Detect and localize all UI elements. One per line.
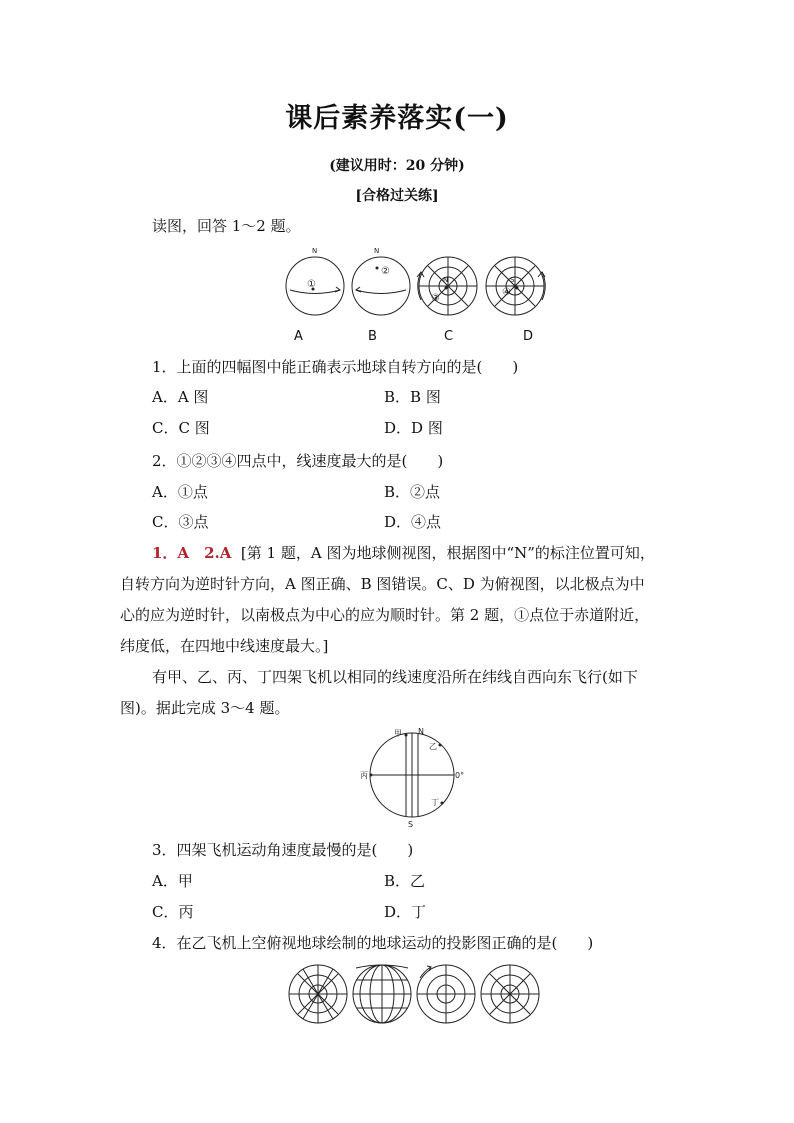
intro-3-4-line-2: 图)。据此完成 3～4 题。 xyxy=(120,699,290,717)
page-title: 课后素养落实(一) xyxy=(285,103,509,134)
point-2 xyxy=(376,267,379,270)
q1-option-a: A．A 图 xyxy=(152,388,209,406)
q3-option-d: D．丁 xyxy=(384,903,427,921)
n-mark-a: N xyxy=(312,247,318,255)
q1-option-d: D．D 图 xyxy=(384,419,443,437)
figure-rotation-diagrams xyxy=(270,242,560,348)
figure-label-c: C xyxy=(444,329,454,344)
projection-2 xyxy=(353,965,411,1023)
point-4-label: ④ xyxy=(502,287,511,298)
suggested-time: (建议用时：20 分钟) xyxy=(329,158,465,174)
plane-bing xyxy=(370,774,373,777)
s-mark-d: S xyxy=(510,276,515,284)
label-jia: 甲 xyxy=(394,729,402,738)
label-yi: 乙 xyxy=(429,742,437,751)
q2-option-a: A．①点 xyxy=(152,483,208,501)
explanation-line-2: 自转方向为逆时针方向，A 图正确、B 图错误。C、D 为俯视图，以北极点为中 xyxy=(120,575,645,593)
intro-3-4-line-1: 有甲、乙、丙、丁四架飞机以相同的线速度沿所在纬线自西向东飞行(如下 xyxy=(152,668,638,686)
explanation-line-3: 心的应为逆时针，以南极点为中心的应为顺时针。第 2 题，①点位于赤道附近， xyxy=(120,606,650,624)
figure-planes-globe xyxy=(358,725,468,830)
plane-yi xyxy=(439,744,442,747)
question-1: 1．上面的四幅图中能正确表示地球自转方向的是( ) xyxy=(152,358,519,376)
point-2-label: ② xyxy=(381,266,390,277)
q1-option-c: C．C 图 xyxy=(152,419,210,437)
q2-option-c: C．③点 xyxy=(152,513,209,531)
projection-3 xyxy=(417,965,475,1023)
section-heading: [合格过关练] xyxy=(355,188,439,204)
label-n: N xyxy=(418,727,424,736)
answer-key: 1．A 2.A xyxy=(152,544,232,562)
projection-4 xyxy=(481,965,539,1023)
explanation-line-1: [第 1 题，A 图为地球侧视图，根据图中“N”的标注位置可知， xyxy=(240,544,655,562)
question-4: 4．在乙飞机上空俯视地球绘制的地球运动的投影图正确的是( ) xyxy=(152,934,594,952)
question-3: 3．四架飞机运动角速度最慢的是( ) xyxy=(152,841,414,859)
q2-option-b: B．②点 xyxy=(384,483,441,501)
q2-option-d: D．④点 xyxy=(384,513,442,531)
q3-option-a: A．甲 xyxy=(152,872,193,890)
explanation-line-4: 纬度低，在四地中线速度最大。] xyxy=(120,637,329,655)
projection-1 xyxy=(289,965,347,1023)
figure-label-d: D xyxy=(523,329,534,344)
q3-option-b: B．乙 xyxy=(384,872,426,890)
rotation-arrow-b xyxy=(356,290,406,294)
figure-projection-options xyxy=(286,962,542,1028)
rotation-arrow-a xyxy=(290,290,340,294)
label-bing: 丙 xyxy=(360,771,368,780)
answer-1-2-first-line xyxy=(152,542,655,563)
figure-label-a: A xyxy=(294,329,303,344)
intro-1-2: 读图，回答 1～2 题。 xyxy=(152,217,301,235)
n-mark-c: N xyxy=(443,276,449,284)
label-s: S xyxy=(408,820,414,829)
plane-ding xyxy=(441,802,444,805)
q3-option-c: C．丙 xyxy=(152,903,194,921)
figure-label-b: B xyxy=(368,329,377,344)
label-ding: 丁 xyxy=(431,798,439,807)
label-zero: 0° xyxy=(455,771,465,780)
question-2: 2．①②③④四点中，线速度最大的是( ) xyxy=(152,452,444,470)
plane-jia xyxy=(405,734,408,737)
point-3-label: ③ xyxy=(431,293,440,304)
q1-option-b: B．B 图 xyxy=(384,388,441,406)
point-3 xyxy=(445,287,448,290)
point-1-label: ① xyxy=(307,279,316,290)
n-mark-b: N xyxy=(374,247,380,255)
point-4 xyxy=(516,287,519,290)
